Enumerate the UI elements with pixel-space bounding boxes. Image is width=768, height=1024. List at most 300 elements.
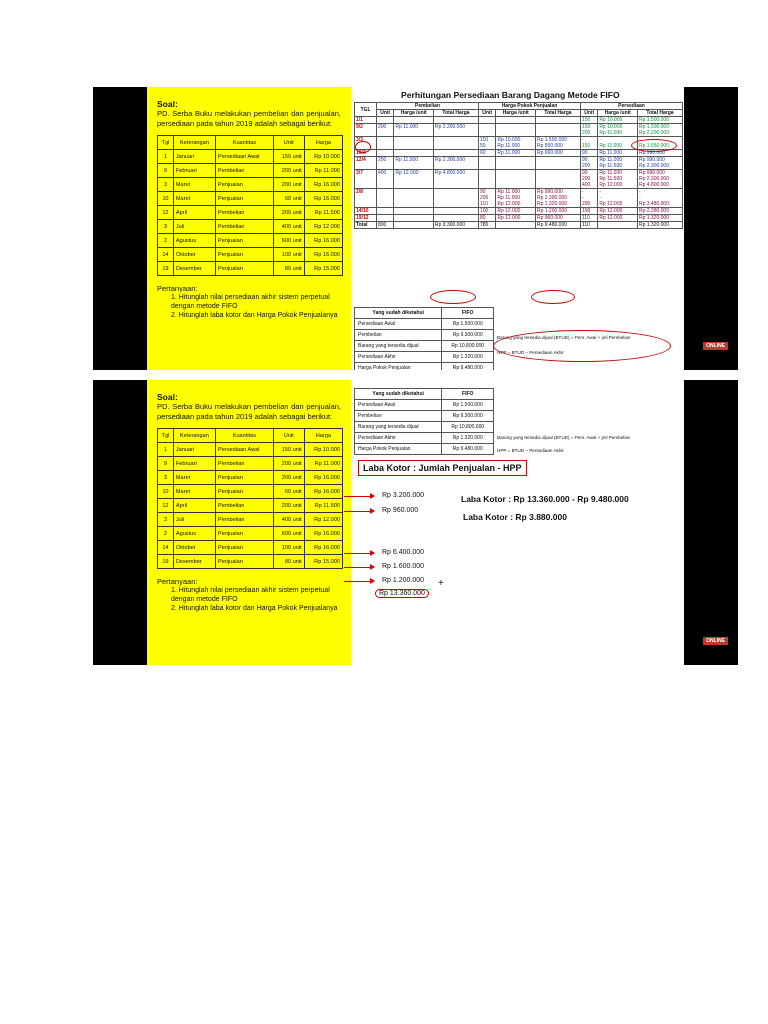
qt-header: Tgl — [158, 429, 174, 443]
total-hpp-circle — [531, 290, 575, 304]
table-cell: Rp 16.000 — [304, 527, 342, 541]
arrow — [344, 496, 374, 497]
known-value: Rp 10.800.000 — [442, 341, 494, 352]
fifo-cell: 200 — [377, 124, 394, 137]
table-row — [158, 206, 343, 220]
table-cell: 400 unit — [273, 220, 304, 234]
fifo-cell: Rp 12.000 — [598, 215, 638, 222]
table-cell: Juli — [173, 513, 215, 527]
fifo-cell — [535, 117, 580, 124]
fifo-cell: Rp 660.000 — [535, 150, 580, 157]
fifo-row — [355, 170, 683, 189]
table-cell: 14 — [158, 541, 174, 555]
table-cell: 3 — [158, 513, 174, 527]
question-1: 1. Hitunglah nilai persediaan akhir sistem perpetual dengan metode FIFO — [171, 587, 330, 603]
fifo-cell — [496, 157, 536, 170]
table-row — [158, 527, 343, 541]
table-cell: Oktober — [173, 541, 215, 555]
table-cell: 80 unit — [273, 262, 304, 276]
known-label: Persediaan Akhir — [355, 433, 442, 444]
known-label: Barang yang tersedia dijual — [355, 422, 442, 433]
table-row — [355, 444, 494, 455]
known-value: Rp 10.800.000 — [442, 422, 494, 433]
fifo-cell — [496, 222, 536, 229]
table-row — [158, 555, 343, 569]
fifo-cell: 10/3 — [355, 150, 377, 157]
table-cell: Januari — [173, 443, 215, 457]
fifo-cell: Rp 10.000 Rp 11.000 — [496, 137, 536, 150]
table-row — [355, 411, 494, 422]
known-label: Persediaan Awal — [355, 400, 442, 411]
known-value: Rp 1.500.000 — [442, 400, 494, 411]
question-1: 1. Hitunglah nilai persediaan akhir sistem perpetual dengan metode FIFO — [171, 294, 330, 310]
fifo-cell: Rp 9.480.000 — [535, 222, 580, 229]
table-cell: 19 — [158, 262, 174, 276]
table-cell: Rp 15.000 — [304, 555, 342, 569]
arrow — [344, 567, 374, 568]
table-cell: Penjualan — [215, 485, 273, 499]
fifo-cell: 400 — [377, 170, 394, 189]
table-cell: 150 unit — [273, 150, 304, 164]
known-label: Harga Pokok Penjualan — [355, 363, 442, 371]
table-row — [158, 499, 343, 513]
table-cell: 80 unit — [273, 555, 304, 569]
table-cell: April — [173, 499, 215, 513]
known-value: Rp 9.480.000 — [442, 444, 494, 455]
fifo-cell: 90 — [580, 150, 597, 157]
soal-text: PD. Serba Buku melakukan pembelian dan penjualan, persediaan pada tahun 2019 adalah sebagai berikut: — [157, 402, 341, 421]
question-panel — [147, 380, 351, 665]
table-row — [355, 363, 494, 371]
table-cell: Penjualan — [215, 527, 273, 541]
table-cell: 2 — [158, 234, 174, 248]
fifo-cell: Rp 11.000 — [496, 150, 536, 157]
table-cell: Penjualan — [215, 471, 273, 485]
watermark: ONLINE — [703, 637, 728, 645]
known-table — [354, 388, 494, 455]
table-cell: Pembelian — [215, 206, 273, 220]
qt-header: Harga — [304, 136, 342, 150]
table-cell: 600 unit — [273, 527, 304, 541]
table-cell: Desember — [173, 262, 215, 276]
fifo-cell — [478, 117, 495, 124]
fifo-cell: 14/10 — [355, 208, 377, 215]
known-label: Persediaan Awal — [355, 319, 442, 330]
question-list — [157, 293, 341, 320]
table-cell: Agustus — [173, 234, 215, 248]
fifo-cell: Rp 11.000 Rp 11.500 — [598, 157, 638, 170]
fifo-cell — [394, 117, 434, 124]
fifo-cell: 3/7 — [355, 170, 377, 189]
fifo-cell: Rp 9.300.000 — [434, 222, 479, 229]
fifo-cell — [377, 215, 394, 222]
question-panel — [147, 87, 351, 370]
arrow — [344, 511, 374, 512]
table-cell: 1 — [158, 150, 174, 164]
fifo-cell — [394, 222, 434, 229]
known-value: Rp 1.320.000 — [442, 433, 494, 444]
fifo-cell — [377, 150, 394, 157]
table-cell: 60 unit — [273, 485, 304, 499]
known-label: Pembelian — [355, 330, 442, 341]
known-value: Rp 9.300.000 — [442, 411, 494, 422]
table-cell: 100 unit — [273, 541, 304, 555]
fifo-cell: - 150 — [580, 137, 597, 150]
note-btud: Barang yang tersedia dijual (BTUD) = Pers. Awal + jml Pembelian — [497, 435, 631, 440]
laba-kotor-line-2: Laba Kotor : Rp 3.880.000 — [463, 512, 567, 522]
fifo-cell: Rp 11.000 Rp 11.500 Rp 12.000 — [496, 189, 536, 208]
table-cell: Rp 16.000 — [304, 485, 342, 499]
table-cell: Rp 15.000 — [304, 262, 342, 276]
fifo-cell: 90 200 — [580, 157, 597, 170]
table-cell: Rp 10.000 — [304, 150, 342, 164]
fifo-cell — [377, 137, 394, 150]
table-cell: Oktober — [173, 248, 215, 262]
fifo-cell — [535, 170, 580, 189]
table-cell: 200 unit — [273, 164, 304, 178]
table-cell: Maret — [173, 485, 215, 499]
table-cell: Pembelian — [215, 513, 273, 527]
total-pembelian-circle — [430, 290, 476, 304]
fifo-cell: Rp 990.000 — [637, 150, 682, 157]
table-cell: Rp 16.000 — [304, 541, 342, 555]
table-cell: 200 unit — [273, 457, 304, 471]
fifo-cell: 190 — [580, 208, 597, 215]
th-persediaan: Persediaan — [580, 103, 682, 110]
fifo-cell: Rp 11.000 Rp 11.500 Rp 12.000 — [598, 170, 638, 189]
known-value: Rp 9.480.000 — [442, 363, 494, 371]
qt-header: Kuantitas — [215, 136, 273, 150]
table-cell: Pembelian — [215, 164, 273, 178]
th-tgl: TGL — [355, 103, 377, 117]
fifo-cell: Rp 1.500.000 Rp 550.000 — [535, 137, 580, 150]
fifo-cell: Rp 10.000 Rp 11.000 — [598, 124, 638, 137]
fifo-cell — [377, 189, 394, 208]
penjualan-total: Rp 13.360.000 — [375, 589, 429, 598]
table-cell: Penjualan — [215, 192, 273, 206]
penjualan-amount: Rp 960.000 — [382, 507, 419, 514]
fifo-table — [354, 102, 683, 229]
arrow — [344, 581, 374, 582]
table-cell: 600 unit — [273, 234, 304, 248]
fifo-cell — [478, 124, 495, 137]
fifo-cell: Rp 1.200.000 — [535, 208, 580, 215]
table-cell: Rp 16.000 — [304, 192, 342, 206]
qt-header: Kuantitas — [215, 429, 273, 443]
table-cell: 10 — [158, 192, 174, 206]
note-hpp: HPP = BTUD – Persediaan Akhir — [497, 448, 564, 453]
fifo-cell — [434, 189, 479, 208]
penjualan-amount: Rp 1.600.000 — [382, 563, 425, 570]
qt-header: Unit — [273, 429, 304, 443]
table-row — [158, 150, 343, 164]
table-cell: 200 unit — [273, 178, 304, 192]
fifo-cell — [434, 117, 479, 124]
pertanyaan-label: Pertanyaan: — [157, 284, 198, 293]
fifo-cell: Rp 2.300.000 — [434, 157, 479, 170]
table-cell: 3 — [158, 220, 174, 234]
th-pembelian: Pembelian — [377, 103, 479, 110]
table-cell: Agustus — [173, 527, 215, 541]
table-cell: 10 — [158, 485, 174, 499]
table-row — [158, 471, 343, 485]
fifo-cell — [496, 170, 536, 189]
table-cell: Rp 11.000 — [304, 457, 342, 471]
watermark: ONLINE — [703, 342, 728, 350]
known-value: Rp 1.320.000 — [442, 352, 494, 363]
laba-kotor-line-1: Laba Kotor : Rp 13.360.000 - Rp 9.480.000 — [461, 494, 629, 504]
fifo-cell — [478, 170, 495, 189]
table-row — [158, 513, 343, 527]
fifo-cell: Total — [355, 222, 377, 229]
table-row — [158, 443, 343, 457]
question-2: 2. Hitunglah laba kotor dan Harga Pokok Penjualanya — [171, 605, 338, 612]
table-cell: Pembelian — [215, 220, 273, 234]
fifo-cell — [496, 124, 536, 137]
th-total: Total Harga — [434, 110, 479, 117]
table-cell: 200 unit — [273, 499, 304, 513]
table-cell: 60 unit — [273, 192, 304, 206]
fifo-cell — [377, 117, 394, 124]
table-cell: Rp 11.500 — [304, 499, 342, 513]
known-label: Harga Pokok Penjualan — [355, 444, 442, 455]
table-cell: Rp 12.000 — [304, 220, 342, 234]
table-row — [355, 400, 494, 411]
table-cell: Persediaan Awal — [215, 150, 273, 164]
table-cell: 19 — [158, 555, 174, 569]
fifo-cell — [394, 189, 434, 208]
fifo-cell — [496, 117, 536, 124]
fifo-cell: - - 290 — [580, 189, 597, 208]
fifo-cell — [394, 137, 434, 150]
table-row — [158, 541, 343, 555]
table-cell: Rp 10.000 — [304, 443, 342, 457]
fifo-cell: 2/8 — [355, 189, 377, 208]
table-cell: Maret — [173, 192, 215, 206]
fifo-cell: Rp 2.280.000 — [637, 208, 682, 215]
table-row — [355, 433, 494, 444]
th-unit: Unit — [580, 110, 597, 117]
slide-fifo-calculation — [93, 87, 738, 370]
fifo-cell: 60 — [478, 150, 495, 157]
table-cell: Maret — [173, 471, 215, 485]
date-circle — [355, 141, 371, 153]
th-harga: Harga /unit — [394, 110, 434, 117]
fifo-cell: Rp 11.000 — [598, 150, 638, 157]
fifo-cell: Rp 990.000 Rp 2.300.000 Rp 1.320.000 — [535, 189, 580, 208]
table-cell: Persediaan Awal — [215, 443, 273, 457]
known-header: Yang sudah diketahui — [355, 389, 442, 400]
qt-header: Keterangan — [173, 429, 215, 443]
fifo-cell: 90 200 400 — [580, 170, 597, 189]
table-row — [158, 262, 343, 276]
penjualan-amount: Rp 6.400.000 — [382, 549, 425, 556]
table-cell: Penjualan — [215, 262, 273, 276]
question-list — [157, 586, 341, 613]
table-row — [355, 330, 494, 341]
plus-sign: + — [438, 578, 444, 589]
table-cell: Penjualan — [215, 248, 273, 262]
fifo-cell — [394, 215, 434, 222]
qt-header: Keterangan — [173, 136, 215, 150]
known-label: Barang yang tersedia dijual — [355, 341, 442, 352]
th-unit: Unit — [478, 110, 495, 117]
opening-stock-circle — [631, 139, 677, 152]
table-cell: 3 — [158, 471, 174, 485]
fifo-cell — [598, 222, 638, 229]
table-cell: Rp 12.000 — [304, 513, 342, 527]
fifo-cell: 110 — [580, 222, 597, 229]
table-cell: Penjualan — [215, 234, 273, 248]
fifo-cell: - Rp 1.650.000 — [637, 137, 682, 150]
fifo-cell: Rp 12.000 — [496, 215, 536, 222]
known-header: FIFO — [442, 389, 494, 400]
fifo-row — [355, 215, 683, 222]
penjualan-amount: Rp 3.200.000 — [382, 492, 425, 499]
qt-header: Harga — [304, 429, 342, 443]
table-row — [158, 248, 343, 262]
known-label: Pembelian — [355, 411, 442, 422]
table-cell: Februari — [173, 457, 215, 471]
fifo-cell: 1/1 — [355, 117, 377, 124]
table-row — [355, 352, 494, 363]
pertanyaan-label: Pertanyaan: — [157, 577, 198, 586]
left-black-bar — [93, 87, 147, 370]
table-row — [158, 178, 343, 192]
known-label: Persediaan Akhir — [355, 352, 442, 363]
table-row — [158, 164, 343, 178]
fifo-cell: Rp 2.200.000 — [434, 124, 479, 137]
fifo-cell: 80 — [478, 215, 495, 222]
fifo-cell: 150 200 — [580, 124, 597, 137]
fifo-cell: Rp 12.000 — [496, 208, 536, 215]
table-cell: April — [173, 206, 215, 220]
table-cell: Penjualan — [215, 541, 273, 555]
slide-laba-kotor — [93, 380, 738, 665]
table-cell: 12 — [158, 206, 174, 220]
table-cell: Januari — [173, 150, 215, 164]
known-header: Yang sudah diketahui — [355, 308, 442, 319]
th-total: Total Harga — [535, 110, 580, 117]
known-value: Rp 9.300.000 — [442, 330, 494, 341]
known-table — [354, 307, 494, 370]
th-harga: Harga /unit — [598, 110, 638, 117]
table-row — [158, 192, 343, 206]
th-total: Total Harga — [637, 110, 682, 117]
table-cell: Rp 11.000 — [304, 164, 342, 178]
fifo-cell: Rp 990.000 Rp 2.300.000 — [637, 157, 682, 170]
table-cell: 400 unit — [273, 513, 304, 527]
right-black-bar — [684, 380, 738, 665]
th-unit: Unit — [377, 110, 394, 117]
note-btud: Barang yang tersedia dijual (BTUD) = Pers. Awal + jml Pembelian — [497, 335, 631, 340]
table-cell: 14 — [158, 248, 174, 262]
fifo-cell: Rp 1.500.000 — [637, 117, 682, 124]
penjualan-amount: Rp 1.200.000 — [382, 577, 425, 584]
known-header: FIFO — [442, 308, 494, 319]
fifo-cell: Rp 10.000 — [598, 117, 638, 124]
fifo-cell — [377, 208, 394, 215]
fifo-cell: Rp 4.800.000 — [434, 170, 479, 189]
fifo-cell: - - Rp 3.480.000 — [637, 189, 682, 208]
fifo-cell — [394, 150, 434, 157]
table-cell: Juli — [173, 220, 215, 234]
fifo-cell: Rp 11.000 — [394, 124, 434, 137]
qt-header: Tgl — [158, 136, 174, 150]
fifo-cell: Rp 12.000 — [394, 170, 434, 189]
fifo-cell — [434, 137, 479, 150]
fifo-cell — [434, 150, 479, 157]
th-harga: Harga /unit — [496, 110, 536, 117]
fifo-cell: 12/4 — [355, 157, 377, 170]
table-cell: Rp 16.000 — [304, 234, 342, 248]
table-cell: Pembelian — [215, 499, 273, 513]
table-cell: 9 — [158, 164, 174, 178]
fifo-cell — [434, 215, 479, 222]
transaction-table — [157, 135, 343, 276]
soal-title: Soal: — [157, 99, 178, 109]
fifo-cell: 9/2 — [355, 124, 377, 137]
fifo-cell: Rp 1.320.000 — [637, 222, 682, 229]
table-cell: Rp 16.000 — [304, 178, 342, 192]
table-cell: 200 unit — [273, 471, 304, 485]
known-value: Rp 1.500.000 — [442, 319, 494, 330]
table-cell: Penjualan — [215, 555, 273, 569]
fifo-cell: 780 — [478, 222, 495, 229]
table-cell: 3 — [158, 178, 174, 192]
fifo-title: Perhitungan Persediaan Barang Dagang Metode FIFO — [401, 90, 620, 100]
table-cell: Rp 16.000 — [304, 471, 342, 485]
fifo-cell: 100 — [478, 208, 495, 215]
fifo-cell: 110 — [580, 215, 597, 222]
fifo-cell: 800 — [377, 222, 394, 229]
table-cell: 12 — [158, 499, 174, 513]
table-cell: 100 unit — [273, 248, 304, 262]
transaction-table — [157, 428, 343, 569]
arrow — [344, 553, 374, 554]
fifo-cell — [478, 157, 495, 170]
fifo-cell: 90 200 110 — [478, 189, 495, 208]
fifo-cell: Rp 990.000 Rp 2.300.000 Rp 4.800.000 — [637, 170, 682, 189]
fifo-cell: 19/12 — [355, 215, 377, 222]
table-cell: 150 unit — [273, 443, 304, 457]
question-2: 2. Hitunglah laba kotor dan Harga Pokok Penjualanya — [171, 312, 338, 319]
fifo-cell: 3/3 — [355, 137, 377, 150]
table-cell: Desember — [173, 555, 215, 569]
fifo-cell: 150 — [580, 117, 597, 124]
fifo-cell — [535, 124, 580, 137]
table-row — [158, 485, 343, 499]
table-row — [158, 457, 343, 471]
fifo-row — [355, 208, 683, 215]
th-hpp: Harga Pokok Penjualan — [478, 103, 580, 110]
left-black-bar — [93, 380, 147, 665]
fifo-row — [355, 117, 683, 124]
note-circle — [493, 330, 671, 362]
fifo-cell: Rp 1.320.000 — [637, 215, 682, 222]
right-black-bar — [684, 87, 738, 370]
table-row — [355, 319, 494, 330]
table-row — [158, 234, 343, 248]
table-row — [355, 422, 494, 433]
fifo-cell: Rp 1.500.000 Rp 2.200.000 — [637, 124, 682, 137]
fifo-row — [355, 150, 683, 157]
fifo-cell: Rp 960.000 — [535, 215, 580, 222]
fifo-row — [355, 222, 683, 229]
table-cell: Februari — [173, 164, 215, 178]
table-cell: Penjualan — [215, 178, 273, 192]
table-row — [158, 220, 343, 234]
